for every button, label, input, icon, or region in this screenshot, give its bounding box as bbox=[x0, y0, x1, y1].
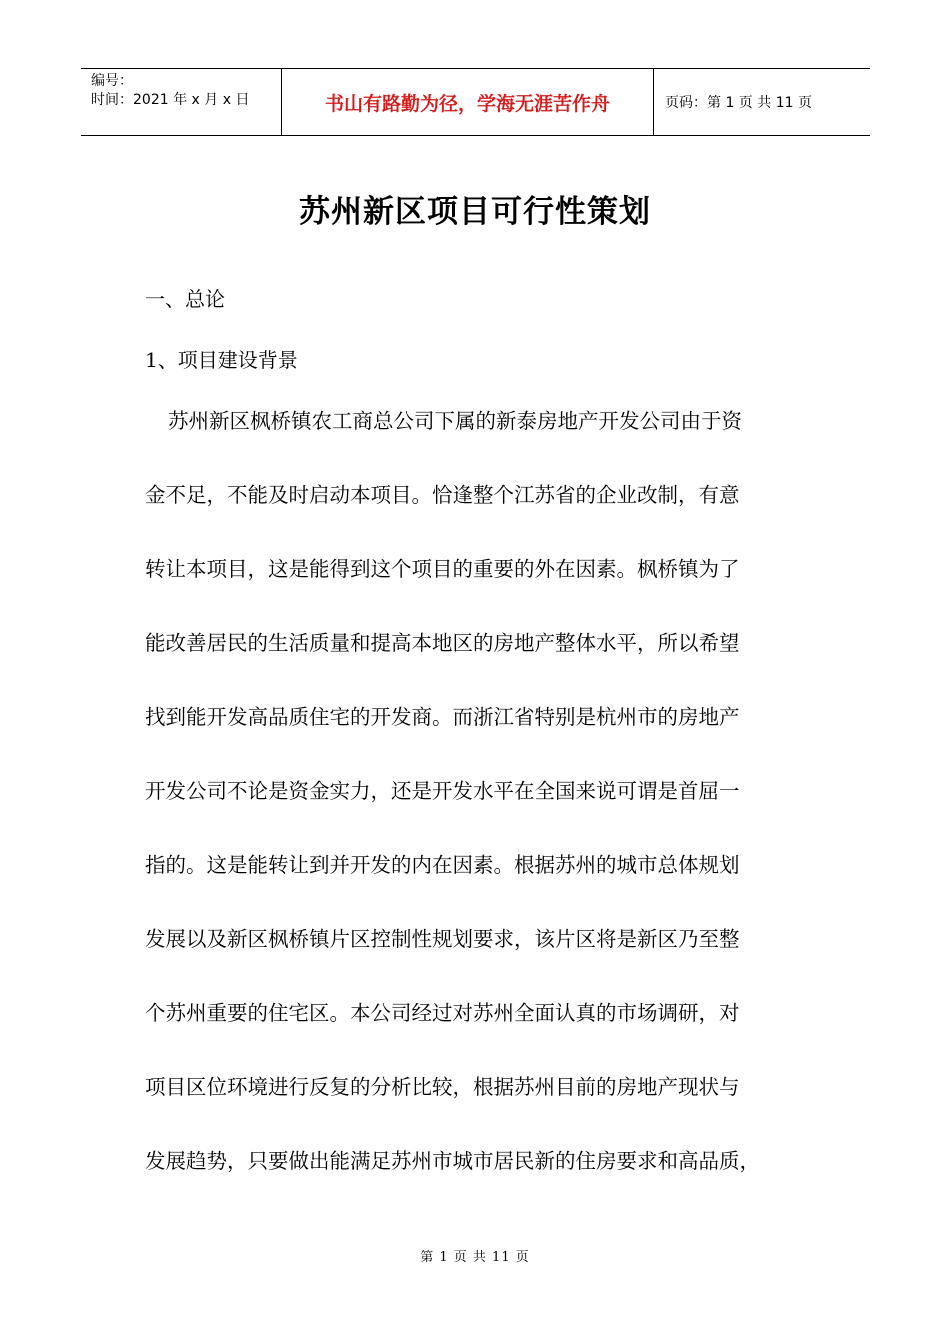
paragraph-line: 能改善居民的生活质量和提高本地区的房地产整体水平，所以希望 bbox=[145, 631, 740, 655]
document-title: 苏州新区项目可行性策划 bbox=[299, 194, 651, 230]
page-footer-number: 第 1 页 共 11 页 bbox=[420, 1250, 530, 1265]
paragraph-line: 开发公司不论是资金实力，还是开发水平在全国来说可谓是首屈一 bbox=[145, 779, 740, 803]
header-motto: 书山有路勤为径，学海无涯苦作舟 bbox=[281, 69, 654, 135]
section-heading: 一、总论 bbox=[145, 287, 225, 311]
paragraph-line: 发展趋势，只要做出能满足苏州市城市居民新的住房要求和高品质， bbox=[145, 1149, 760, 1173]
header-meta bbox=[81, 69, 281, 135]
paragraph-line: 苏州新区枫桥镇农工商总公司下属的新泰房地产开发公司由于资 bbox=[168, 409, 742, 433]
header-page-code: 页码：第 1 页 共 11 页 bbox=[665, 95, 812, 111]
document-number-label: 编号： bbox=[91, 73, 133, 89]
paragraph-line: 指的。这是能转让到并开发的内在因素。根据苏州的城市总体规划 bbox=[145, 853, 740, 877]
paragraph-line: 发展以及新区枫桥镇片区控制性规划要求，该片区将是新区乃至整 bbox=[145, 927, 740, 951]
document-date-label: 时间：2021 年 x 月 x 日 bbox=[91, 92, 250, 108]
paragraph-line: 找到能开发高品质住宅的开发商。而浙江省特别是杭州市的房地产 bbox=[145, 705, 740, 729]
subsection-heading: 1、项目建设背景 bbox=[145, 348, 298, 372]
page-header bbox=[81, 68, 870, 136]
paragraph-line: 金不足，不能及时启动本项目。恰逢整个江苏省的企业改制，有意 bbox=[145, 483, 740, 507]
paragraph-line: 项目区位环境进行反复的分析比较，根据苏州目前的房地产现状与 bbox=[145, 1075, 740, 1099]
body-paragraph bbox=[145, 404, 805, 1218]
paragraph-line: 个苏州重要的住宅区。本公司经过对苏州全面认真的市场调研，对 bbox=[145, 1001, 740, 1025]
paragraph-line: 转让本项目，这是能得到这个项目的重要的外在因素。枫桥镇为了 bbox=[145, 557, 740, 581]
